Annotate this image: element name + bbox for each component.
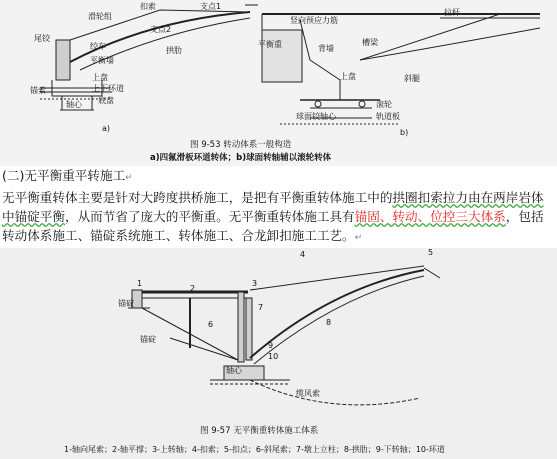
label-gong-lei: 拱肋 [166, 46, 182, 55]
label-xie-tui: 斜腿 [404, 74, 420, 83]
label-shang-xia-huan-dao: 上下环道 [92, 84, 124, 93]
label-sub-b: b) [400, 128, 409, 137]
num-3: 3 [252, 279, 258, 288]
label-zhou-xin-57: 轴心 [226, 366, 242, 375]
label-lan-feng-suo: 缆风索 [296, 389, 320, 398]
num-6: 6 [208, 320, 214, 329]
label-hua-lun-zu: 滑轮组 [88, 12, 112, 21]
label-cao-liang: 槽梁 [362, 38, 378, 47]
num-4: 4 [300, 250, 306, 259]
num-8: 8 [326, 318, 332, 327]
label-jiao-che: 绞车 [90, 42, 106, 51]
num-1: 1 [137, 279, 143, 288]
label-gui-dao-ban: 轨道板 [376, 112, 400, 121]
figure-9-53-subcaption: a)四氟滑板环道转体；b)球面转轴辅以滚轮转体 [150, 153, 332, 163]
label-la-gan: 拉杆 [444, 8, 460, 17]
label-bei-qiang: 背墙 [318, 44, 334, 53]
label-wei-jiao: 尾铰 [34, 34, 50, 43]
label-kou-suo: 扣索 [140, 2, 156, 11]
label-ping-heng-qiang: 平衡墙 [90, 56, 114, 65]
label-ping-heng-zhong: 平衡重 [258, 40, 282, 49]
figure-9-57 [0, 248, 557, 459]
figure-9-57-caption: 图 9-57 无平衡重转体施工体系 [200, 426, 319, 436]
label-shang-pan: 上盘 [92, 73, 108, 82]
num-10: 10 [268, 352, 279, 361]
label-zhi-dian-2: 支点2 [150, 25, 172, 34]
label-gun-lun: 滚轮 [376, 100, 392, 109]
label-qiu-mian-jiao-zhou-xin: 球面铰轴心 [296, 112, 336, 121]
num-2: 2 [190, 284, 196, 293]
figure-9-53-caption: 图 9-53 转动体系一般构造 [190, 140, 292, 150]
label-mao-suo: 锚索 [30, 86, 46, 95]
highlighted-three-systems: 锚固、转动、位控三大体系 [354, 209, 506, 224]
num-5: 5 [428, 248, 434, 257]
label-zhi-dian-1: 支点1 [200, 2, 222, 11]
label-zhou-xin: 轴心 [66, 100, 82, 109]
underlined-phrase: 拱圈扣索拉力由在两岸岩体中锚碇平衡 [2, 190, 544, 224]
label-shang-pan-b: 上盘 [340, 72, 356, 81]
figure-9-53 [0, 0, 557, 166]
num-9: 9 [268, 341, 274, 350]
section-paragraph: 无平衡重转体主要是针对大跨度拱桥施工，是把有平衡重转体施工中的拱圈扣索拉力由在两岸岩体中锚碇平衡，从而节省了庞大的平衡重。无平衡重转体施工具有锚固、转动、位控三大体系，包括转动体系施工、锚碇系统施工、转体施工、合龙卸扣施工工艺。↵ [2, 190, 544, 243]
label-sub-a: a) [102, 124, 111, 133]
label-mao-ding-1: 锚碇 [118, 299, 134, 308]
label-di-pan: 底盘 [98, 96, 114, 105]
label-shu-xiang-yu-ying-li-jin: 竖向预应力筋 [290, 16, 338, 25]
num-7: 7 [258, 303, 264, 312]
label-mao-ding-2: 锚碇 [140, 335, 156, 344]
section-no-counterweight [2, 166, 555, 248]
section-heading: (二)无平衡重平转施工↵ [2, 168, 133, 183]
figure-9-57-legend: 1-轴向尾索；2-轴平撑；3-上转轴；4-扣索；5-扣点；6-斜尾索；7-墩上立柱；8-拱肋；9-下转轴；10-环道 [64, 445, 445, 454]
